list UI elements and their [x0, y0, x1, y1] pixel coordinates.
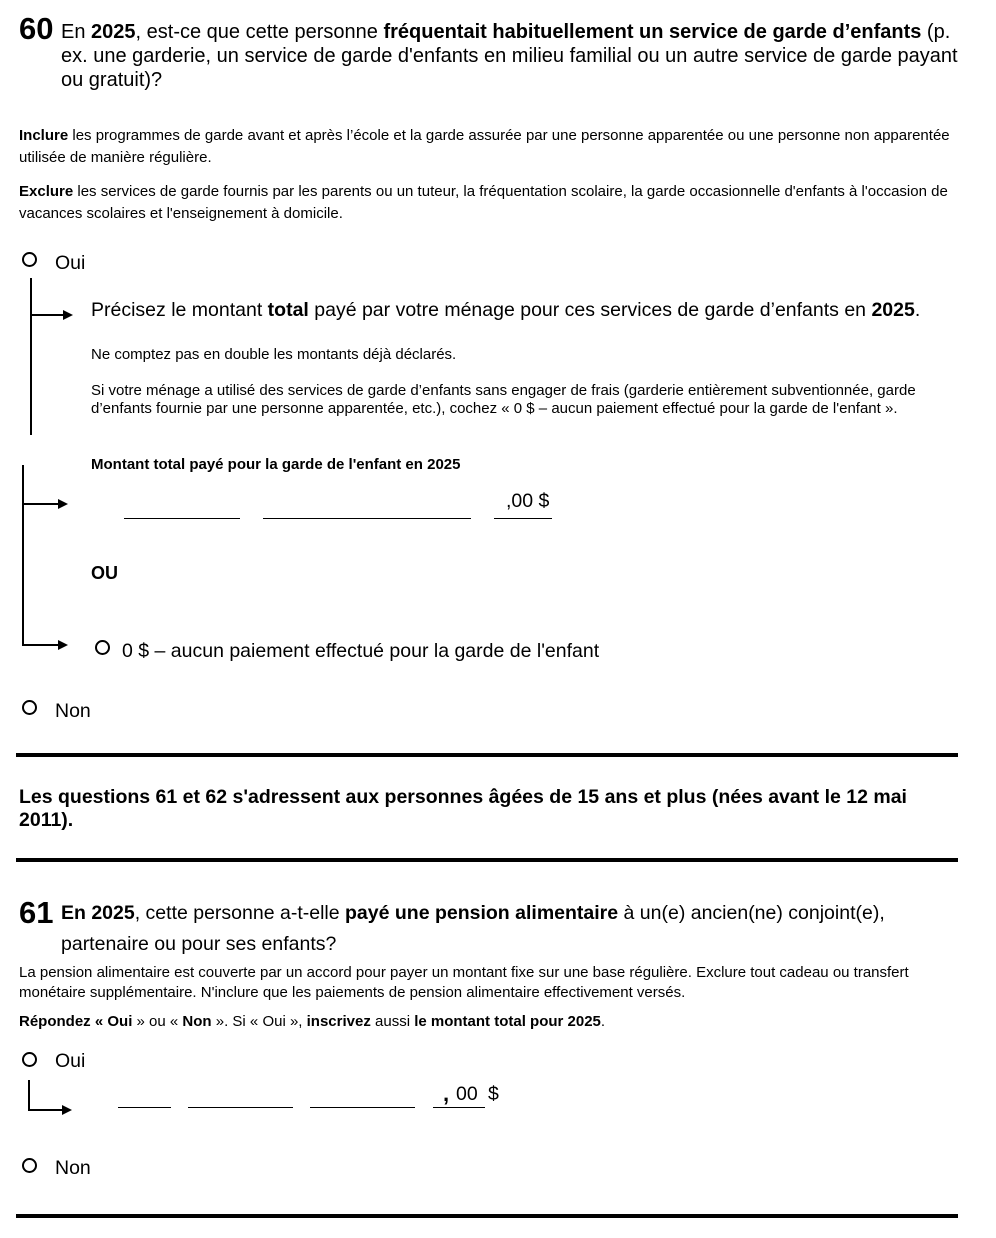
zero-payment-radio[interactable] [95, 640, 110, 655]
exclude-instruction: Exclure les services de garde fournis par les parents ou un tuteur, la fréquentation scolaire, la garde occasionnelle d'enfants à l'occasion de vacances scolaires et l'enseignement à domicile. [19, 183, 948, 222]
no-double-count-note: Ne comptez pas en double les montants déjà déclarés. [91, 346, 457, 363]
section-note: Les questions 61 et 62 s'adressent aux personnes âgées de 15 ans et plus (nées avant le 12 mai 2011). [19, 786, 907, 831]
question-number-61: 61 [19, 895, 54, 930]
q61-amount-input-2[interactable] [188, 1107, 293, 1108]
amount-input-thousands[interactable] [124, 518, 240, 519]
arrow-right-icon [62, 1105, 72, 1115]
amount-field-label: Montant total payé pour la garde de l'enfant en 2025 [91, 456, 461, 473]
q60-yes-radio[interactable] [22, 252, 37, 267]
q60-no-label: Non [55, 700, 91, 722]
q61-yes-label: Oui [55, 1050, 86, 1072]
zero-arrow-stem [22, 644, 58, 646]
q61-amount-input-3[interactable] [310, 1107, 415, 1108]
q60-yes-label: Oui [55, 252, 86, 274]
section-divider [16, 753, 958, 757]
yes-branch-line [30, 278, 32, 435]
section-divider [16, 1214, 958, 1218]
or-label: OU [91, 563, 118, 583]
q60-no-radio[interactable] [22, 700, 37, 715]
q61-amount-cents-underline [433, 1107, 485, 1108]
arrow-right-icon [58, 499, 68, 509]
question-61-text: En 2025, cette personne a-t-elle payé une pension alimentaire à un(e) ancien(ne) conjoint(e), partenaire ou pour ses enfants? [61, 902, 885, 955]
question-60-text: En 2025, est-ce que cette personne fréquentait habituellement un service de garde d’enfants (p. ex. une garderie, un service de garde d'enfants en milieu familial ou un autre service de garde payant ou gratuit)? [61, 21, 958, 91]
include-instruction: Inclure les programmes de garde avant et après l’école et la garde assurée par une personne apparentée ou une personne non apparentée utilisée de manière régulière. [19, 127, 950, 166]
q61-branch-line [28, 1080, 30, 1110]
q61-amount-currency: $ [488, 1083, 499, 1105]
q61-amount-comma: , [443, 1081, 450, 1106]
amount-suffix: ,00 $ [506, 490, 550, 512]
q61-no-radio[interactable] [22, 1158, 37, 1173]
q61-amount-cents: 00 [456, 1083, 478, 1105]
section-divider [16, 858, 958, 862]
arrow-right-icon [63, 310, 73, 320]
yes-branch-arrow-stem [30, 314, 63, 316]
arrow-right-icon [58, 640, 68, 650]
answer-instruction: Répondez « Oui » ou « Non ». Si « Oui », inscrivez aussi le montant total pour 2025. [19, 1013, 606, 1030]
amount-branch-line [22, 465, 24, 645]
q61-amount-input-1[interactable] [118, 1107, 171, 1108]
q61-yes-radio[interactable] [22, 1052, 37, 1067]
question-number-60: 60 [19, 11, 54, 46]
zero-payment-label: 0 $ – aucun paiement effectué pour la garde de l'enfant [122, 640, 600, 662]
specify-amount-instruction: Précisez le montant total payé par votre ménage pour ces services de garde d’enfants en 2025. [91, 299, 921, 321]
q61-arrow-stem [28, 1109, 62, 1111]
amount-input-hundreds[interactable] [263, 518, 471, 519]
no-fee-note: Si votre ménage a utilisé des services de garde d’enfants sans engager de frais (garderie entièrement subventionnée, garde d’enfants fournie par une personne apparentée, etc.), cochez « 0 $ – aucun paiement effectué pour la garde de l'enfant ». [91, 382, 916, 417]
alimony-description: La pension alimentaire est couverte par un accord pour payer un montant fixe sur une base régulière. Exclure tout cadeau ou transfert monétaire supplémentaire. N'inclure que les paiements de pension alimentaire effectivement versés. [19, 964, 909, 1001]
q61-no-label: Non [55, 1157, 91, 1179]
amount-cents-underline [494, 518, 552, 519]
amount-arrow-stem [22, 503, 58, 505]
